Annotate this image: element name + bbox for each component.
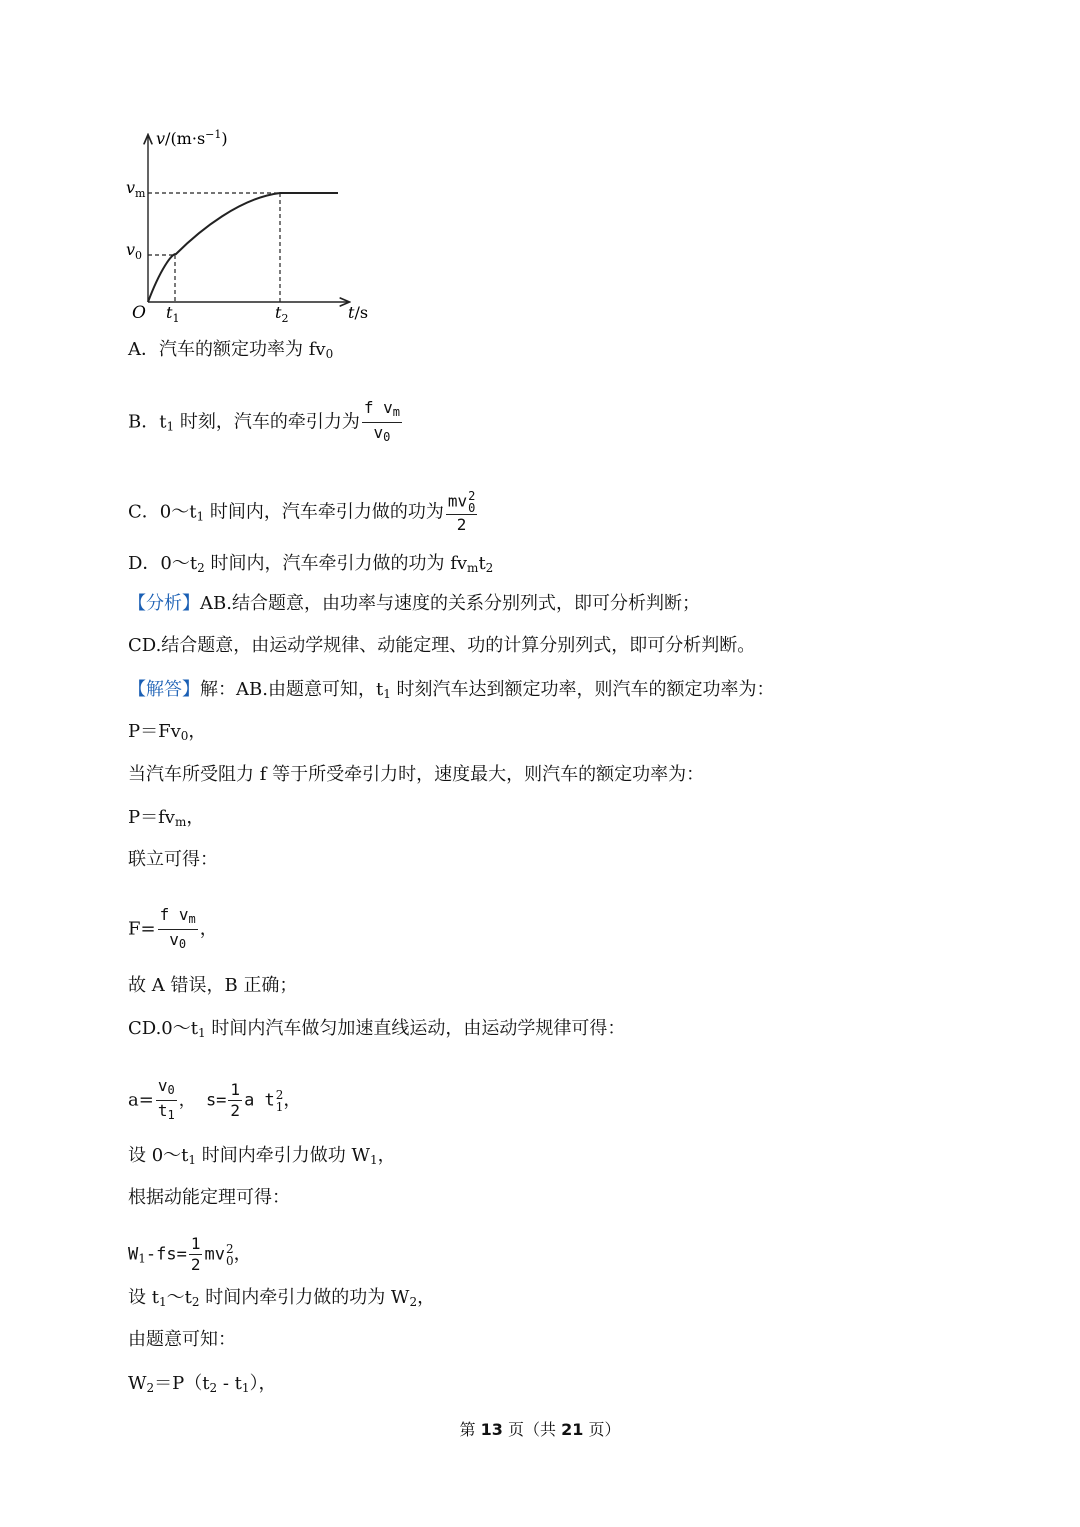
page-total: 21 xyxy=(561,1420,584,1439)
page-number: 13 xyxy=(480,1420,503,1439)
solution-line-5: 联立可得： xyxy=(128,849,218,870)
t1-tick-label: $t_1$ xyxy=(166,303,180,325)
solution-line-2: $P=Fv_0$， xyxy=(128,721,207,743)
solution-line-11: 根据动能定理可得： xyxy=(128,1187,290,1208)
solution-line-8: $CD.0\sim t_1$ 时间内汽车做匀加速直线运动，由运动学规律可得： xyxy=(128,1018,626,1040)
solution-line-6: F= $\frac{f v_m}{v_0}$ ， xyxy=(128,905,218,954)
velocity-time-graph xyxy=(120,120,390,330)
x-axis-label: t/s xyxy=(348,303,369,322)
solution-line-3: 当汽车所受阻力 f 等于所受牵引力时，速度最大，则汽车的额定功率为： xyxy=(128,764,705,785)
analysis-line-2: CD.结合题意，由运动学规律、动能定理、功的计算分别列式，即可分析判断。 xyxy=(128,635,756,656)
analysis-line-1: 【分析】AB.结合题意，由功率与速度的关系分别列式，即可分析判断； xyxy=(128,593,700,614)
solution-line-9: a= $\frac{v_0}{t_1}$ ， s= $\frac{1}{2}$ a t 2 1 ， xyxy=(128,1076,301,1125)
fraction: $\frac{v_0}{t_1}$ xyxy=(157,1076,175,1122)
fraction: $\frac{1}{2}$ xyxy=(190,1234,201,1274)
solution-line-14: 由题意可知： xyxy=(128,1329,236,1350)
option-a: A．汽车的额定功率为 $fv_0$ xyxy=(128,339,334,361)
analysis-tag: 【分析】 xyxy=(128,593,200,614)
velocity-curve xyxy=(148,193,338,302)
t2-tick-label: $t_2$ xyxy=(275,303,289,325)
option-d: D．$0\sim t_2$ 时间内，汽车牵引力做的功为 $fv_mt_2$ xyxy=(128,553,494,575)
solution-tag: 【解答】 xyxy=(128,679,200,700)
vm-tick-label: $v_m$ xyxy=(126,178,146,200)
fraction: $\frac{1}{2}$ xyxy=(230,1080,241,1120)
v0-tick-label: $v_0$ xyxy=(126,240,143,262)
solution-line-7: 故 A 错误，B 正确； xyxy=(128,975,298,996)
solution-line-12: $W_1-fs=$ $\frac{1}{2}$ mv 2 0 ， xyxy=(128,1234,252,1274)
solution-line-13: 设 $t_1\sim t_2$ 时间内牵引力做的功为 $W_2$， xyxy=(128,1287,436,1309)
origin-label: O xyxy=(132,303,146,323)
fraction: mv 2 0 2 xyxy=(447,489,476,534)
solution-line-1: 【解答】解：AB.由题意可知，$t_1$ 时刻汽车达到额定功率，则汽车的额定功率为： xyxy=(128,679,775,701)
solution-line-15: $W_2=P(t_2 - t_1)$， xyxy=(128,1373,277,1395)
option-c: C．$0\sim t_1$ 时间内，汽车牵引力做的功为 mv 2 0 2 xyxy=(128,489,476,534)
fraction: $\frac{f v_m}{v_0}$ xyxy=(159,905,196,951)
solution-line-4: $P=fv_m$， xyxy=(128,807,205,829)
solution-line-10: 设 $0\sim t_1$ 时间内牵引力做功 $W_1$， xyxy=(128,1145,396,1167)
page-footer: 第 13 页（共 21 页） xyxy=(459,1420,621,1439)
option-b: B．$t_1$ 时刻，汽车的牵引力为 $\frac{f v_m}{v_0}$ xyxy=(128,398,404,447)
fraction: $\frac{f v_m}{v_0}$ xyxy=(363,398,400,444)
y-axis-label: $v/(m\cdot s^{-1})$ xyxy=(156,128,228,148)
